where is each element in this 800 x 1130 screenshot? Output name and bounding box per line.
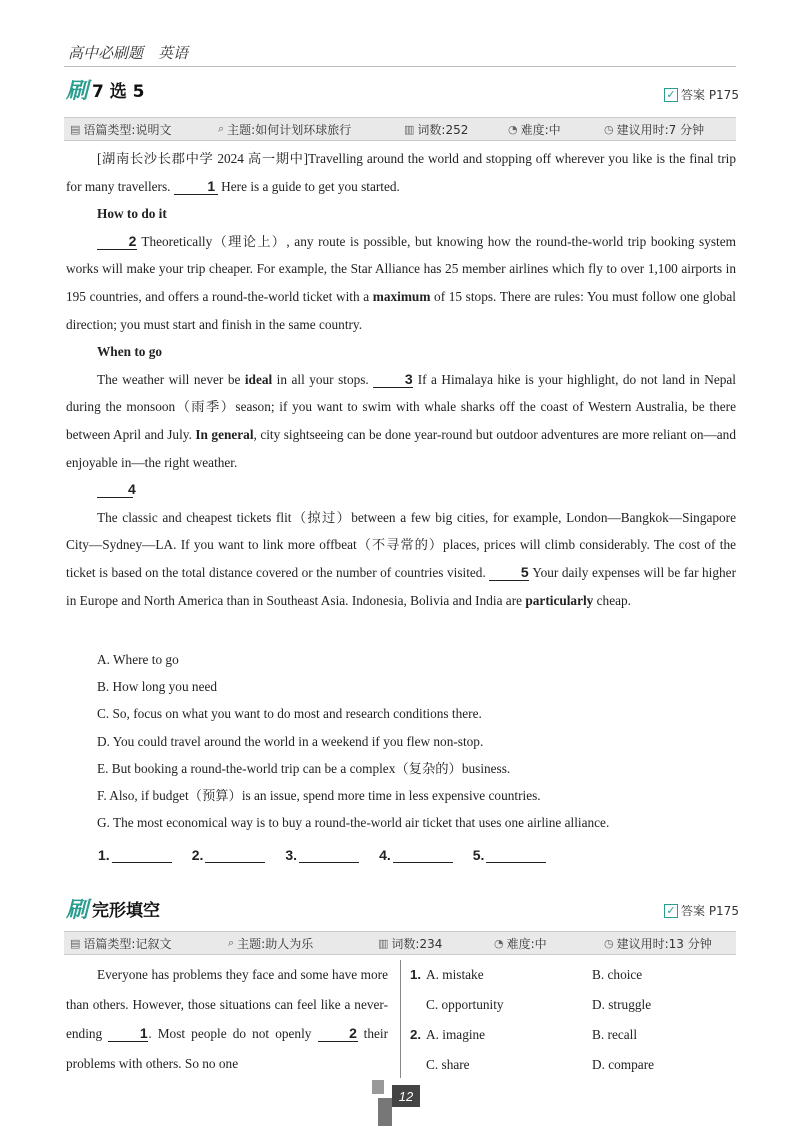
document-icon: ▤ bbox=[70, 936, 81, 950]
brush-mark: 刷 bbox=[66, 78, 89, 104]
answer-reference-label: 答案 P175 bbox=[681, 88, 739, 102]
header-divider bbox=[64, 66, 736, 67]
info-difficulty: ◔ 难度:中 bbox=[508, 122, 561, 137]
check-icon: ✓ bbox=[664, 88, 678, 102]
question-1-row-2 bbox=[410, 990, 740, 1020]
cloze-blank-1[interactable]: 1 bbox=[108, 1025, 148, 1042]
option-f[interactable]: F. Also, if budget（预算）is an issue, spend more time in less expensive countries. bbox=[97, 788, 541, 804]
info-difficulty: ◔ 难度:中 bbox=[494, 936, 547, 951]
info-text-type: ▤ 语篇类型:说明文 bbox=[70, 122, 172, 137]
paragraph-4: The classic and cheapest tickets flit（掠过）between a few big cities, for example, London—Bangkok—Singapore City—Sydney—LA. If you want to link more offbeat（不寻常的）places, prices will climb considerably. The cost of the ticket is based on the total distance covered or the number of countries visited. 5 Your daily expenses will be far higher in Europe and North America than in Southeast Asia. Indonesia, Bolivia and India are particularly cheap. bbox=[66, 509, 737, 608]
answer-reference[interactable] bbox=[664, 86, 739, 103]
info-topic: ⌕ 主题:助人为乐 bbox=[228, 936, 314, 951]
blank-1[interactable]: 1 bbox=[174, 178, 218, 195]
source-citation: [湖南长沙长郡中学 2024 高一期中] bbox=[97, 151, 309, 166]
choice-b[interactable]: B. choice bbox=[592, 967, 643, 982]
paragraph-1: [湖南长沙长郡中学 2024 高一期中]Travelling around the world and stopping off wherever you like is the final trip for many travellers. 1 Here is a guide to get you started. bbox=[66, 151, 736, 194]
page-number: 12 bbox=[392, 1085, 420, 1107]
search-icon: ⌕ bbox=[218, 122, 225, 135]
clock-icon: ◷ bbox=[604, 122, 614, 136]
passage-info-bar bbox=[64, 117, 736, 141]
answer-reference[interactable] bbox=[664, 902, 739, 919]
section-title-text: 7 选 5 bbox=[92, 82, 145, 102]
info-text-type: ▤ 语篇类型:记叙文 bbox=[70, 936, 172, 951]
blank-5[interactable]: 5 bbox=[489, 564, 529, 581]
cloze-blank-2[interactable]: 2 bbox=[318, 1025, 358, 1042]
section-title-text: 完形填空 bbox=[92, 901, 161, 921]
choice-c[interactable]: C. opportunity bbox=[426, 997, 504, 1012]
reading-passage bbox=[66, 145, 736, 614]
option-e[interactable]: E. But booking a round-the-world trip can be a complex（复杂的）business. bbox=[97, 760, 511, 776]
paragraph-2: 2 Theoretically（理论上）, any route is possible, but knowing how the round-the-world trip booking system works will make your trip cheaper. For example, the Star Alliance has 25 member airlines which fly to over 1,100 airports in 195 countries, and offers a round-the-world ticket with a maximum of 15 stops. There are rules: You must follow one global direction; you must start and finish in the same country. bbox=[66, 232, 737, 332]
question-number: 1. bbox=[410, 967, 422, 982]
section-title-cloze bbox=[66, 893, 160, 924]
info-word-count: ▥ 词数:234 bbox=[378, 936, 443, 951]
page-number-decoration bbox=[378, 1098, 392, 1126]
info-word-count: ▥ 词数:252 bbox=[404, 122, 469, 137]
book-icon: ▥ bbox=[404, 122, 415, 136]
question-2 bbox=[410, 1020, 740, 1050]
heading-blank-4-line bbox=[66, 476, 736, 504]
option-g[interactable]: G. The most economical way is to buy a round-the-world air ticket that uses one airline alliance. bbox=[97, 815, 610, 831]
blank-2[interactable]: 2 bbox=[97, 233, 137, 250]
question-1 bbox=[410, 960, 740, 990]
subheading-when-to-go: When to go bbox=[97, 344, 163, 360]
passage-info-bar bbox=[64, 931, 736, 955]
answer-reference-label: 答案 P175 bbox=[681, 904, 739, 918]
gauge-icon: ◔ bbox=[508, 122, 518, 136]
question-2-row-2 bbox=[410, 1050, 740, 1080]
section-title-7-choose-5 bbox=[66, 74, 145, 105]
choice-d[interactable]: D. struggle bbox=[592, 997, 652, 1012]
check-icon: ✓ bbox=[664, 904, 678, 918]
info-suggested-time: ◷ 建议用时:7 分钟 bbox=[604, 122, 705, 137]
options-list bbox=[97, 646, 609, 836]
running-head: 高中必刷题 英语 bbox=[68, 44, 189, 62]
blank-3[interactable]: 3 bbox=[373, 371, 413, 388]
subheading-how-to-do-it: How to do it bbox=[97, 206, 167, 222]
cloze-passage bbox=[66, 960, 388, 1078]
choice-b[interactable]: B. recall bbox=[592, 1027, 638, 1042]
info-suggested-time: ◷ 建议用时:13 分钟 bbox=[604, 936, 712, 951]
paragraph-3: The weather will never be ideal in all your stops. 3 If a Himalaya hike is your highlight, do not land in Nepal during the monsoon（雨季）season; if you want to swim with whale sharks off the coast of Western Australia, be there between April and July. In general, city sightseeing can be done year-round but outdoor adventures are more reliant on—and enjoyable in—the right weather. bbox=[66, 370, 737, 470]
column-divider bbox=[400, 960, 401, 1078]
answer-blanks-row bbox=[98, 847, 546, 863]
answer-slot-5[interactable]: 5. bbox=[473, 847, 547, 863]
option-a[interactable]: A. Where to go bbox=[97, 652, 179, 667]
book-icon: ▥ bbox=[378, 936, 389, 950]
answer-slot-1[interactable]: 1. bbox=[98, 847, 172, 863]
cloze-choices bbox=[410, 960, 740, 1080]
option-b[interactable]: B. How long you need bbox=[97, 679, 218, 695]
answer-slot-4[interactable]: 4. bbox=[379, 847, 453, 863]
brush-mark: 刷 bbox=[66, 897, 89, 923]
choice-a[interactable]: A. imagine bbox=[426, 1027, 486, 1042]
answer-slot-2[interactable]: 2. bbox=[192, 847, 266, 863]
search-icon: ⌕ bbox=[228, 936, 235, 949]
document-icon: ▤ bbox=[70, 122, 81, 136]
info-topic: ⌕ 主题:如何计划环球旅行 bbox=[218, 122, 352, 137]
option-c[interactable]: C. So, focus on what you want to do most and research conditions there. bbox=[97, 706, 482, 722]
choice-a[interactable]: A. mistake bbox=[426, 967, 484, 982]
page-number-decoration bbox=[372, 1080, 384, 1094]
question-number: 2. bbox=[410, 1027, 422, 1042]
answer-slot-3[interactable]: 3. bbox=[285, 847, 359, 863]
cloze-paragraph-1: Everyone has problems they face and some have more than others. However, those situations can feel like a never-ending 1. Most people do not openly 2 their problems with others. So no one bbox=[66, 967, 388, 1071]
clock-icon: ◷ bbox=[604, 936, 614, 950]
choice-d[interactable]: D. compare bbox=[592, 1057, 655, 1072]
gauge-icon: ◔ bbox=[494, 936, 504, 950]
option-d[interactable]: D. You could travel around the world in a weekend if you flew non-stop. bbox=[97, 733, 484, 749]
blank-4[interactable]: 4 bbox=[97, 481, 133, 498]
choice-c[interactable]: C. share bbox=[426, 1057, 470, 1072]
